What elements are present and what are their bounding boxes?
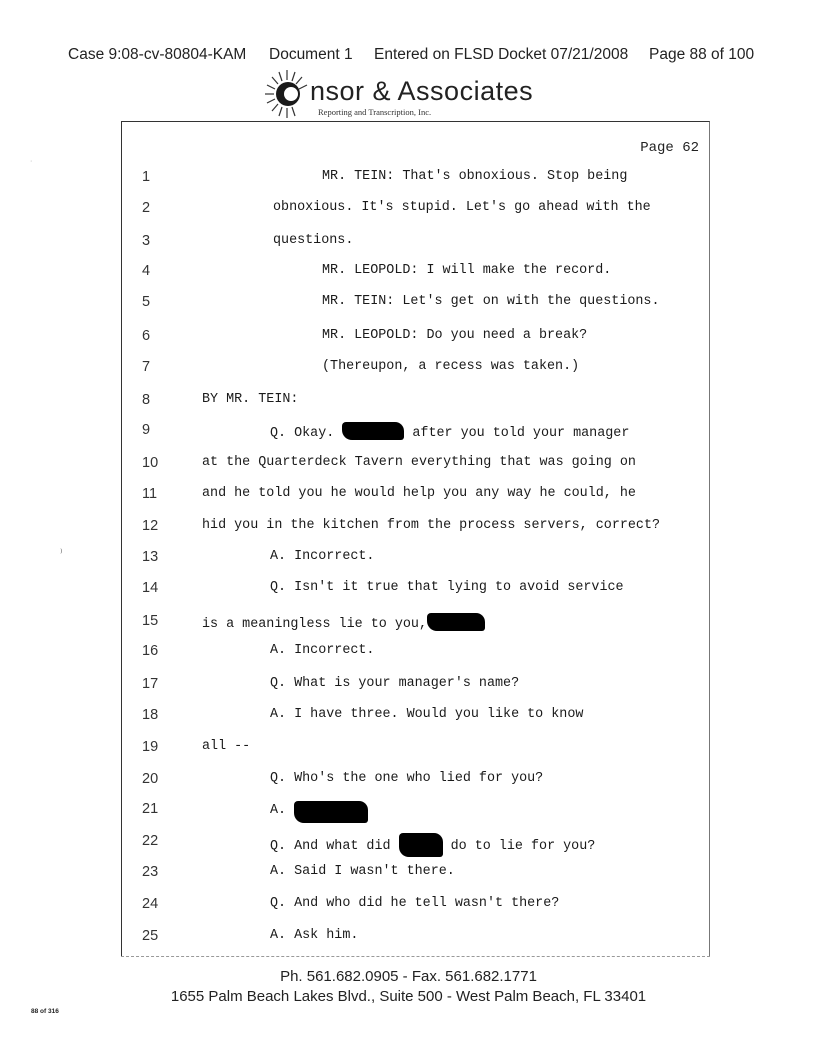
transcript-line	[120, 328, 710, 356]
line-number: 16	[142, 643, 159, 659]
line-number: 21	[142, 801, 159, 817]
line-number: 2	[142, 200, 151, 216]
page-count: 88 of 316	[31, 1008, 59, 1015]
line-text: (Thereupon, a recess was taken.)	[322, 359, 580, 374]
line-text: MR. LEOPOLD: Do you need a break?	[322, 328, 588, 343]
line-number: 25	[142, 928, 159, 944]
footer-address: 1655 Palm Beach Lakes Blvd., Suite 500 - West Palm Beach, FL 33401	[170, 988, 647, 1005]
line-text: Q. And what did do to lie for you?	[270, 833, 595, 857]
line-number: 11	[142, 486, 158, 502]
line-number: 12	[142, 518, 159, 534]
transcript-line	[120, 233, 710, 261]
line-number: 18	[142, 707, 159, 723]
line-text: Q. What is your manager's name?	[270, 676, 520, 691]
transcript-line	[120, 422, 710, 450]
transcript-line	[120, 518, 710, 546]
line-text: questions.	[273, 233, 354, 248]
line-text: is a meaningless lie to you,	[202, 613, 485, 632]
line-text: Q. Okay. after you told your manager	[270, 422, 629, 441]
redaction-mark	[399, 833, 443, 857]
redaction-mark	[427, 613, 485, 631]
line-text: Q. And who did he tell wasn't there?	[270, 896, 560, 911]
transcript-line	[120, 169, 710, 197]
line-number: 9	[142, 422, 151, 438]
line-text: MR. TEIN: That's obnoxious. Stop being	[322, 169, 628, 184]
transcript-line	[120, 707, 710, 735]
line-number: 8	[142, 392, 151, 408]
line-text: A. Said I wasn't there.	[270, 864, 455, 879]
line-number: 24	[142, 896, 159, 912]
line-number: 17	[142, 676, 159, 692]
transcript-line	[120, 739, 710, 767]
transcript-frame-bottom	[121, 956, 710, 957]
line-number: 3	[142, 233, 151, 249]
line-text: A. Incorrect.	[270, 549, 375, 564]
scan-speck: ˙	[30, 160, 34, 171]
document-number: Document 1	[269, 46, 353, 63]
line-text: all --	[202, 739, 251, 754]
transcript-line	[120, 392, 710, 420]
company-logo	[262, 66, 562, 122]
line-text: A. I have three. Would you like to know	[270, 707, 584, 722]
transcript-line	[120, 833, 710, 861]
docket-page: Page 88 of 100	[649, 46, 755, 63]
sun-logo-icon	[262, 66, 312, 122]
line-number: 22	[142, 833, 159, 849]
footer-phone: Ph. 561.682.0905 - Fax. 561.682.1771	[280, 968, 537, 985]
line-text: at the Quarterdeck Tavern everything that was going on	[202, 455, 636, 470]
transcript-page-label: Page 62	[640, 140, 699, 156]
transcript-line	[120, 263, 710, 291]
line-text: hid you in the kitchen from the process servers, correct?	[202, 518, 661, 533]
transcript-line	[120, 896, 710, 924]
transcript-line	[120, 928, 710, 956]
scan-speck: ⁾	[60, 548, 63, 559]
redaction-mark	[342, 422, 404, 440]
transcript-line	[120, 771, 710, 799]
transcript-line	[120, 580, 710, 608]
line-text: Q. Who's the one who lied for you?	[270, 771, 544, 786]
line-number: 20	[142, 771, 159, 787]
transcript-line	[120, 643, 710, 671]
line-text: obnoxious. It's stupid. Let's go ahead with the	[273, 200, 651, 215]
line-number: 5	[142, 294, 151, 310]
line-text: MR. TEIN: Let's get on with the questions.	[322, 294, 660, 309]
case-number: Case 9:08-cv-80804-KAM	[68, 46, 247, 63]
logo-tagline: Reporting and Transcription, Inc.	[318, 107, 432, 117]
line-text: A. Incorrect.	[270, 643, 375, 658]
transcript-line	[120, 549, 710, 577]
line-text: and he told you he would help you any way he could, he	[202, 486, 636, 501]
line-number: 10	[142, 455, 159, 471]
redaction-mark	[294, 801, 368, 823]
transcript-line	[120, 294, 710, 322]
transcript-line	[120, 676, 710, 704]
line-text: BY MR. TEIN:	[202, 392, 299, 407]
transcript-line	[120, 486, 710, 514]
line-text: Q. Isn't it true that lying to avoid service	[270, 580, 624, 595]
line-number: 13	[142, 549, 159, 565]
line-text: MR. LEOPOLD: I will make the record.	[322, 263, 612, 278]
logo-name: nsor & Associates	[310, 76, 534, 106]
transcript-line	[120, 864, 710, 892]
line-number: 1	[142, 169, 151, 185]
transcript-line	[120, 359, 710, 387]
docket-entry: Entered on FLSD Docket 07/21/2008	[374, 46, 629, 63]
transcript-line	[120, 200, 710, 228]
line-number: 19	[142, 739, 159, 755]
line-number: 23	[142, 864, 159, 880]
transcript-line	[120, 455, 710, 483]
line-number: 14	[142, 580, 159, 596]
line-number: 15	[142, 613, 159, 629]
transcript-line	[120, 613, 710, 641]
line-number: 6	[142, 328, 151, 344]
line-number: 4	[142, 263, 151, 279]
line-text: A.	[270, 801, 368, 823]
line-number: 7	[142, 359, 151, 375]
transcript-line	[120, 801, 710, 829]
line-text: A. Ask him.	[270, 928, 359, 943]
